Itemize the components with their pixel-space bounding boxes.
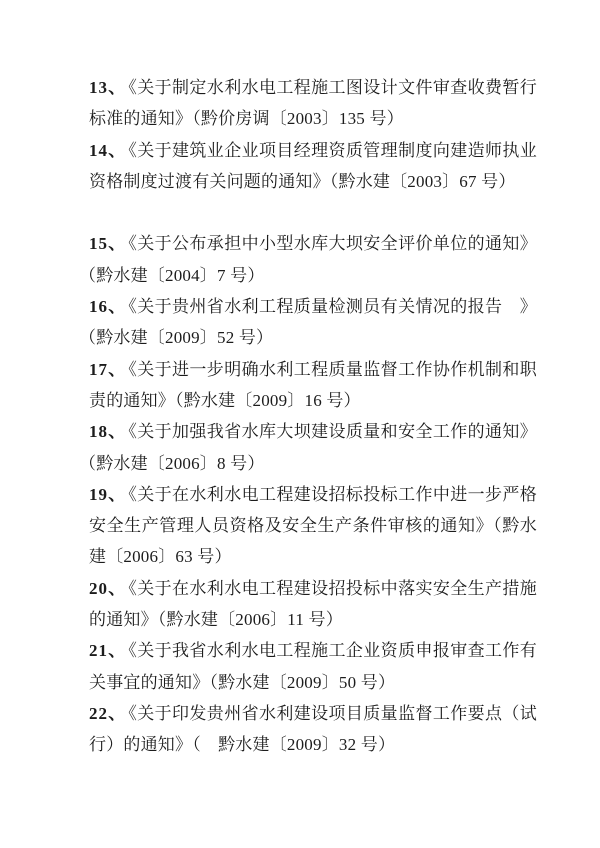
list-line: 责的通知》（黔水建〔2009〕16 号） bbox=[89, 390, 361, 410]
item-text: 《关于在水利水电工程建设招标投标工作中进一步严格 bbox=[128, 484, 537, 504]
item-text: 《关于加强我省水库大坝建设质量和安全工作的通知》 bbox=[128, 422, 537, 442]
item-text: 《关于公布承担中小型水库大坝安全评价单位的通知》 bbox=[128, 234, 537, 254]
item-number: 17、 bbox=[89, 359, 127, 379]
list-line: （黔水建〔2009〕52 号） bbox=[79, 328, 274, 348]
list-line: 建〔2006〕63 号） bbox=[89, 547, 232, 567]
list-item bbox=[89, 573, 537, 636]
item-number: 22、 bbox=[89, 703, 127, 723]
item-number: 16、 bbox=[89, 297, 127, 317]
list-item bbox=[89, 635, 537, 698]
item-number: 18、 bbox=[89, 422, 127, 442]
list-line: 行）的通知》（ 黔水建〔2009〕32 号） bbox=[89, 735, 396, 755]
item-text: 《关于印发贵州省水利建设项目质量监督工作要点（试 bbox=[128, 703, 537, 723]
list-line bbox=[89, 698, 537, 729]
list-line bbox=[89, 573, 537, 604]
list-item bbox=[79, 291, 537, 354]
item-number: 20、 bbox=[89, 578, 127, 598]
list-line bbox=[89, 291, 537, 322]
list-line: 的通知》（黔水建〔2006〕11 号） bbox=[89, 610, 343, 630]
list-item bbox=[79, 416, 537, 479]
list-line: （黔水建〔2006〕8 号） bbox=[79, 453, 265, 473]
list-line bbox=[89, 228, 537, 259]
list-item bbox=[79, 228, 537, 291]
item-number: 14、 bbox=[89, 140, 127, 160]
list-item bbox=[89, 72, 537, 135]
item-number: 21、 bbox=[89, 641, 127, 661]
list-item bbox=[89, 479, 537, 573]
list-line bbox=[89, 635, 537, 666]
list-line bbox=[89, 416, 537, 447]
list-line bbox=[89, 72, 537, 103]
document-body bbox=[79, 72, 537, 761]
item-text: 《关于在水利水电工程建设招投标中落实安全生产措施 bbox=[128, 578, 537, 598]
list-item bbox=[89, 135, 537, 229]
item-text: 《关于我省水利水电工程施工企业资质申报审查工作有 bbox=[128, 641, 537, 661]
item-number: 13、 bbox=[89, 78, 127, 97]
list-line: 标准的通知》（黔价房调〔2003〕135 号） bbox=[89, 109, 404, 129]
list-line bbox=[89, 354, 537, 385]
list-line bbox=[89, 135, 537, 166]
item-number: 19、 bbox=[89, 484, 127, 504]
item-number: 15、 bbox=[89, 234, 127, 254]
list-line: 资格制度过渡有关问题的通知》（黔水建〔2003〕67 号） bbox=[89, 171, 516, 191]
list-item bbox=[89, 698, 537, 761]
list-line: 安全生产管理人员资格及安全生产条件审核的通知》（黔水 bbox=[89, 516, 537, 536]
list-line: （黔水建〔2004〕7 号） bbox=[79, 265, 265, 285]
item-text: 《关于建筑业企业项目经理资质管理制度向建造师执业 bbox=[128, 140, 537, 160]
list-item bbox=[89, 354, 537, 417]
list-line: 关事宜的通知》（黔水建〔2009〕50 号） bbox=[89, 672, 396, 692]
list-line bbox=[89, 479, 537, 510]
blank-line bbox=[89, 197, 537, 228]
item-text: 《关于进一步明确水利工程质量监督工作协作机制和职 bbox=[128, 359, 537, 379]
item-text: 《关于贵州省水利工程质量检测员有关情况的报告 》 bbox=[128, 297, 537, 317]
item-text: 《关于制定水利水电工程施工图设计文件审查收费暂行 bbox=[128, 78, 537, 97]
